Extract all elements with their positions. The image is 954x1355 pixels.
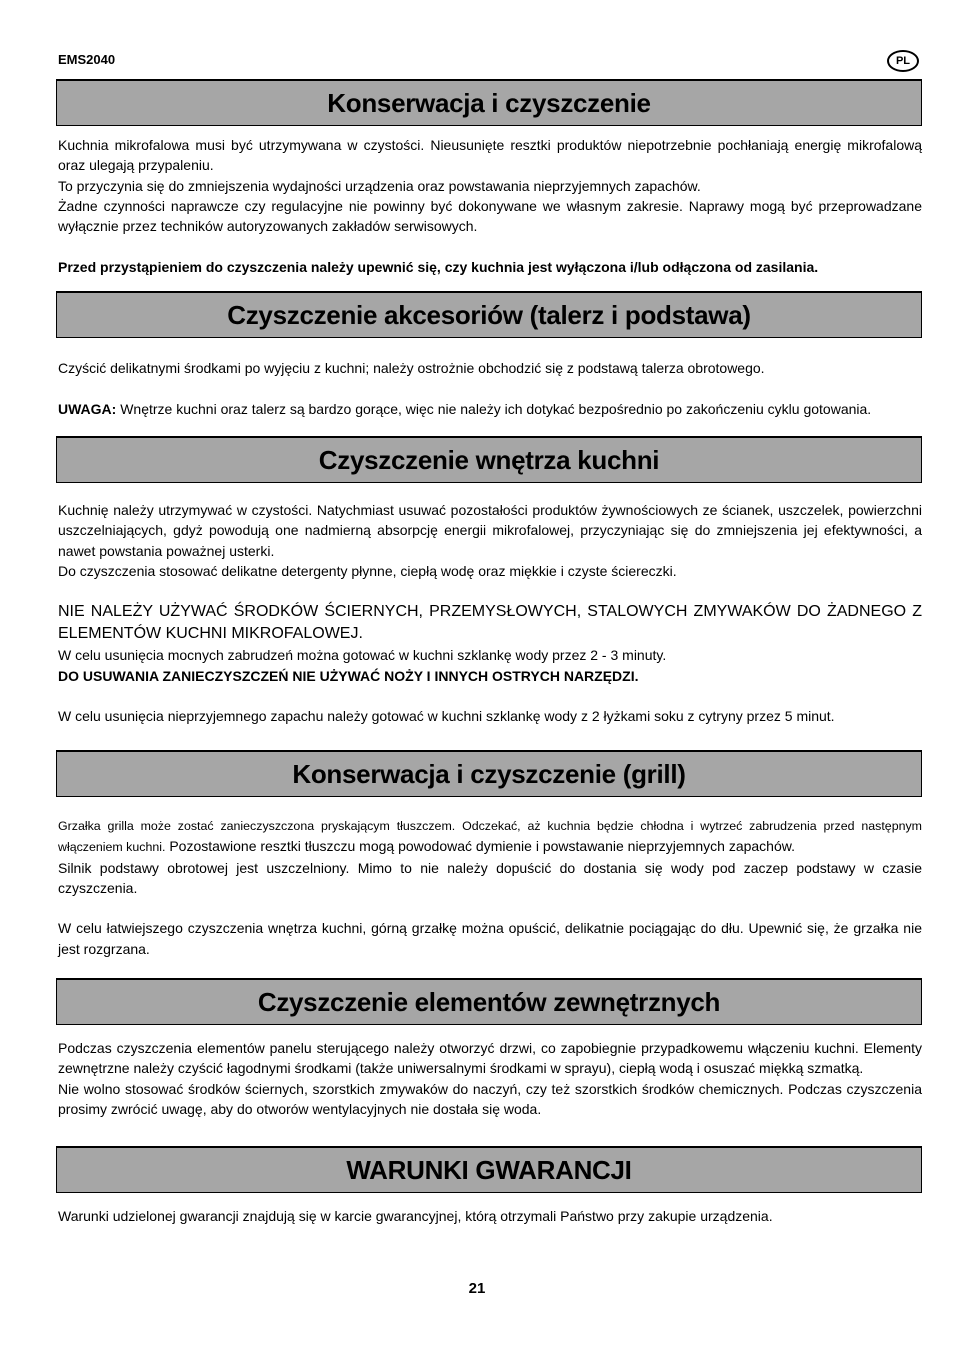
section-title-maintenance: Konserwacja i czyszczenie (56, 79, 922, 126)
paragraph: Kuchnię należy utrzymywać w czystości. Natychmiast usuwać pozostałości produktów żywnościowych ze ścianek, uszczelek, powierzchni uszczelniających, gdyż powodują one nadmierną absorpcję energii mikrofalowej, przyczyniając się do zmniejszenia jej efektywności, a nawet powstania poważnej usterki. (58, 502, 922, 559)
paragraph: Czyścić delikatnymi środkami po wyjęciu z kuchni; należy ostrożnie obchodzić się z podstawą talerza obrotowego. (58, 360, 765, 376)
section-title-interior: Czyszczenie wnętrza kuchni (56, 436, 922, 483)
section-body-warranty (58, 1206, 922, 1226)
paragraph: Nie wolno stosować środków ściernych, szorstkich zmywaków do naczyń, czy też szorstkich środków chemicznych. Podczas czyszczenia prosimy zwrócić uwagę, aby do otworów wentylacyjnych nie dostała się woda. (58, 1080, 922, 1117)
paragraph: W celu usunięcia mocnych zabrudzeń można gotować w kuchni szklankę wody przez 2 - 3 minuty. (58, 647, 667, 664)
paragraph: W celu usunięcia nieprzyjemnego zapachu należy gotować w kuchni szklankę wody z 2 łyżkami soku z cytryny przez 5 minut. (58, 708, 835, 725)
grill-lead-rest: Pozostawione resztki tłuszczu mogą powodować dymienie i powstawanie nieprzyjemnych zapachów. (165, 838, 795, 855)
paragraph: W celu łatwiejszego czyszczenia wnętrza kuchni, górną grzałkę można opuścić, delikatnie pociągając do dłu. Upewnić się, że grzałka nie jest rozgrzana. (58, 920, 922, 957)
tools-warning: DO USUWANIA ZANIECZYSZCZEŃ NIE UŻYWAĆ NOŻY I INNYCH OSTRYCH NARZĘDZI. (58, 667, 639, 684)
paragraph (58, 815, 922, 858)
paragraph: Żadne czynności naprawcze czy regulacyjne nie powinny być dokonywane we własnym zakresie. Naprawy mogą być przeprowadzane wyłącznie przez techników autoryzowanych zakładów serwisowych. (58, 197, 922, 235)
warning-label: UWAGA: (58, 400, 117, 417)
paragraph: Do czyszczenia stosować delikatne detergenty płynne, ciepłą wodę oraz miękkie i czyste ściereczki. (58, 562, 677, 579)
section-title-exterior: Czyszczenie elementów zewnętrznych (56, 978, 922, 1025)
paragraph: Silnik podstawy obrotowej jest uszczelniony. Mimo to nie należy dopuścić do dostania się wody pod zaczep podstawy w czasie czyszczenia. (58, 859, 922, 896)
page-number: 21 (468, 1280, 486, 1297)
paragraph: Warunki udzielonej gwarancji znajdują się w karcie gwarancyjnej, którą otrzymali Państwo przy zakupie urządzenia. (58, 1208, 773, 1224)
paragraph: To przyczynia się do zmniejszenia wydajności urządzenia oraz powstawania nieprzyjemnych zapachów. (58, 177, 701, 194)
section-body-interior (58, 500, 922, 727)
grill-lead: Grzałka grilla może zostać zanieczyszczona pryskającym tłuszczem. Odczekać, aż kuchnia będzie chłodna i wytrzeć zabrudzenia przed następnym włączeniem kuchni. (58, 819, 922, 855)
section-body-exterior (58, 1038, 922, 1119)
section-body-grill (58, 815, 922, 959)
section-body-maintenance (58, 135, 922, 277)
language-badge: PL (887, 50, 919, 72)
caps-warning: NIE NALEŻY UŻYWAĆ ŚRODKÓW ŚCIERNYCH, PRZEMYSŁOWYCH, STALOWYCH ZMYWAKÓW DO ŻADNEGO Z ELEMENTÓW KUCHNI MIKROFALOWEJ. (58, 603, 922, 643)
model-number: EMS2040 (58, 52, 116, 67)
safety-note: Przed przystąpieniem do czyszczenia należy upewnić się, czy kuchnia jest wyłączona i/lub odłączona od zasilania. (58, 258, 819, 275)
warning-note (58, 399, 922, 419)
section-title-accessories: Czyszczenie akcesoriów (talerz i podstawa) (56, 291, 922, 338)
section-title-warranty: WARUNKI GWARANCJI (56, 1146, 922, 1193)
warning-text: Wnętrze kuchni oraz talerz są bardzo gorące, więc nie należy ich dotykać bezpośrednio po zakończeniu cyklu gotowania. (116, 400, 872, 417)
section-body-accessories (58, 358, 922, 419)
paragraph: Kuchnia mikrofalowa musi być utrzymywana w czystości. Nieusunięte resztki produktów niepotrzebnie pochłaniają energię mikrofalową oraz ulegają przypaleniu. (58, 137, 922, 174)
paragraph: Podczas czyszczenia elementów panelu sterującego należy otworzyć drzwi, co zapobiegnie przypadkowemu włączeniu kuchni. Elementy zewnętrzne należy czyścić łagodnymi środkami (także uniwersalnymi środkami w sprayu), ciepłą wodą i osuszać miękką szmatką. (58, 1040, 922, 1077)
section-title-grill: Konserwacja i czyszczenie (grill) (56, 750, 922, 797)
